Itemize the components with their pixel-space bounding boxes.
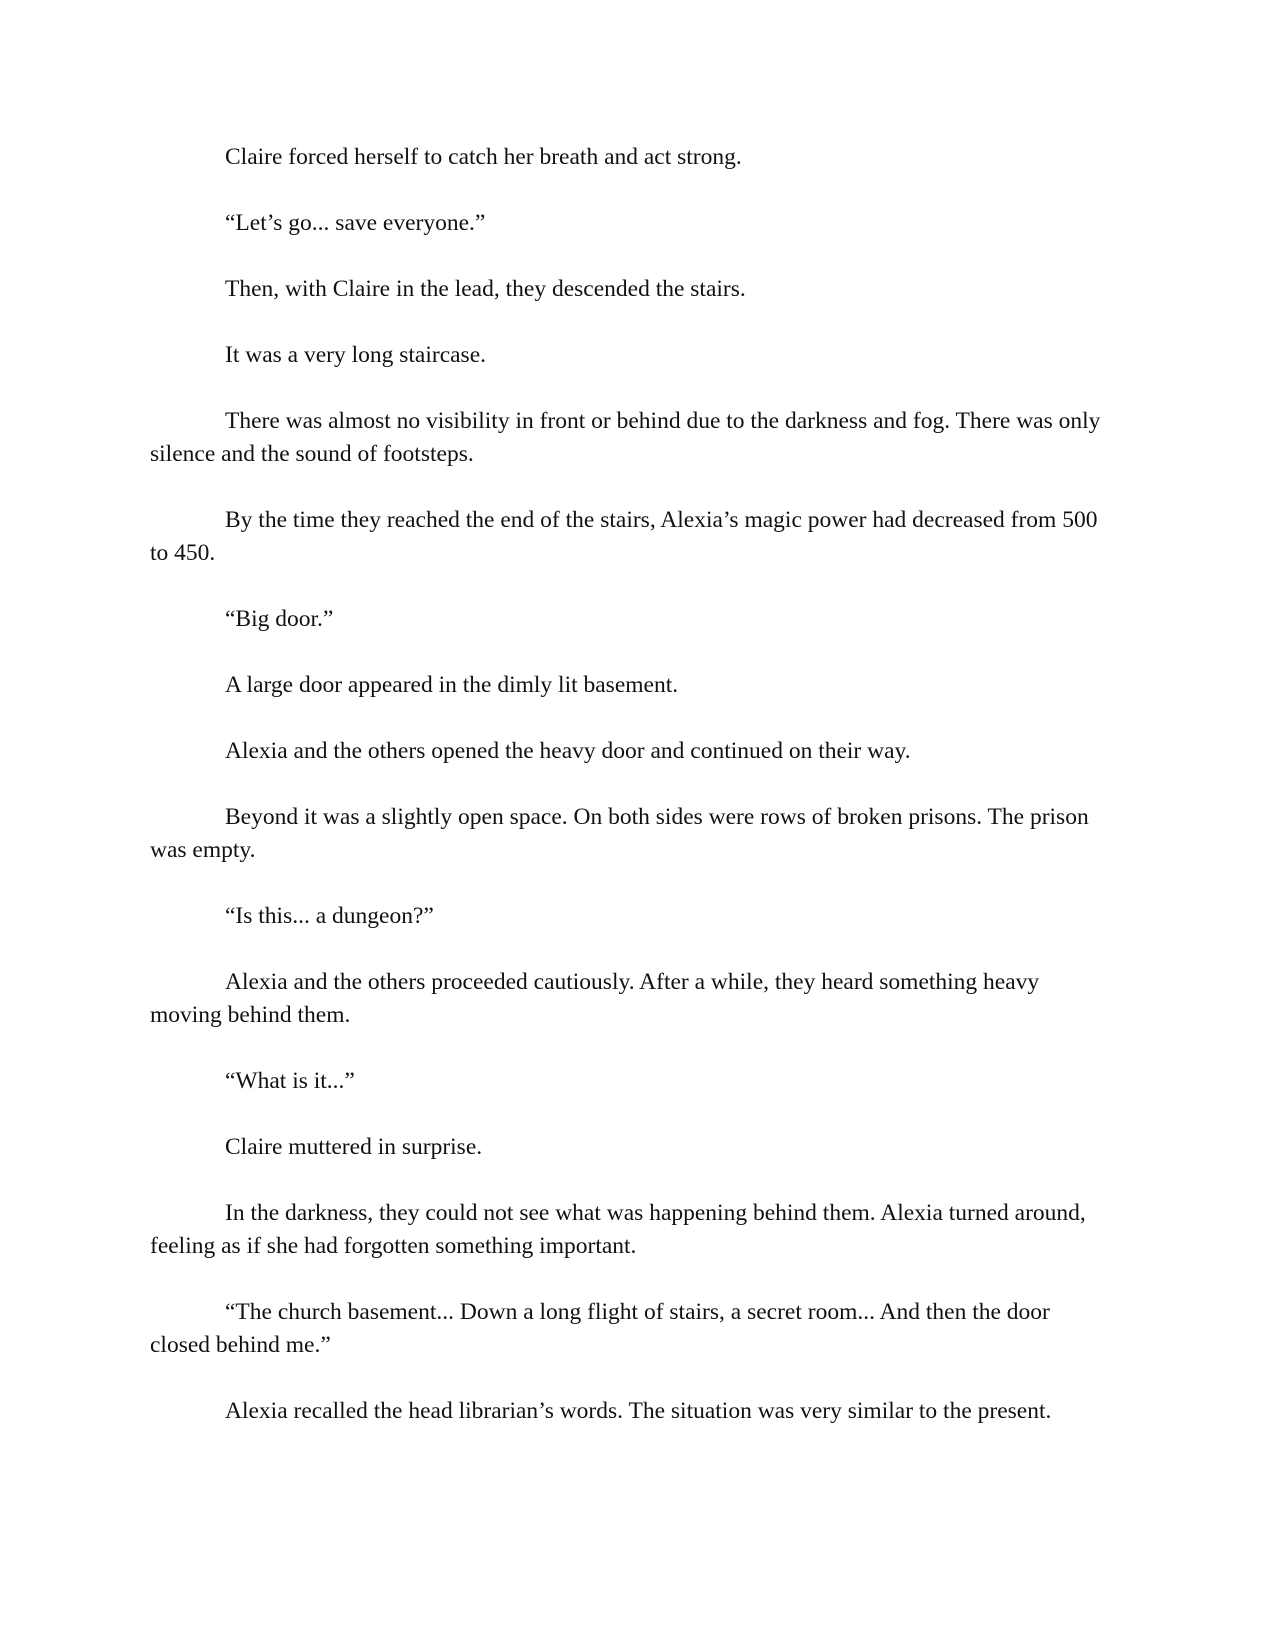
paragraph: “What is it...” [225, 1068, 355, 1094]
paragraph: Beyond it was a slightly open space. On both sides were rows of broken prisons. The prison was empty. [150, 804, 1089, 863]
paragraph: Claire forced herself to catch her breath and act strong. [225, 144, 742, 170]
paragraph: It was a very long staircase. [225, 342, 487, 368]
paragraph: Alexia recalled the head librarian’s words. The situation was very similar to the present. [225, 1398, 1052, 1424]
paragraph: “Is this... a dungeon?” [225, 903, 434, 929]
paragraph: A large door appeared in the dimly lit basement. [225, 672, 679, 698]
body-text [150, 141, 1110, 1461]
paragraph: Then, with Claire in the lead, they descended the stairs. [225, 276, 746, 302]
paragraph: There was almost no visibility in front or behind due to the darkness and fog. There was only silence and the sound of footsteps. [150, 408, 1101, 467]
paragraph: “The church basement... Down a long flight of stairs, a secret room... And then the door closed behind me.” [150, 1299, 1050, 1358]
paragraph: “Big door.” [225, 606, 334, 632]
paragraph: Claire muttered in surprise. [225, 1134, 483, 1160]
paragraph: In the darkness, they could not see what was happening behind them. Alexia turned around, feeling as if she had forgotten something important. [150, 1200, 1086, 1259]
paragraph: Alexia and the others proceeded cautiously. After a while, they heard something heavy moving behind them. [150, 969, 1040, 1028]
paragraph: By the time they reached the end of the stairs, Alexia’s magic power had decreased from 500 to 450. [150, 507, 1098, 566]
paragraph: Alexia and the others opened the heavy door and continued on their way. [225, 738, 911, 764]
paragraph: “Let’s go... save everyone.” [225, 210, 486, 236]
